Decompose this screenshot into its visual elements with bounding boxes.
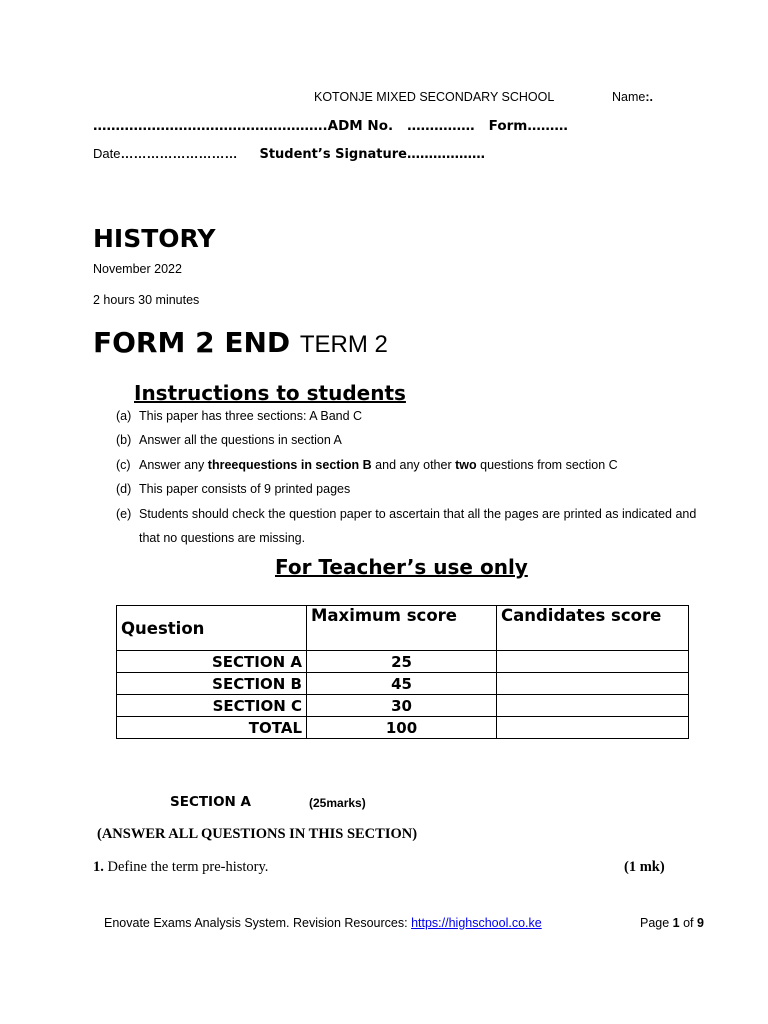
instruction-item — [116, 502, 704, 550]
signature-label-text: Student’s Signature — [259, 147, 407, 162]
section-a-instruction: (ANSWER ALL QUESTIONS IN THIS SECTION) — [97, 826, 418, 842]
column-header-max: Maximum score — [307, 606, 497, 651]
date-dots: ……………………… — [120, 146, 238, 161]
date-label: Date — [93, 146, 121, 161]
student-details-line — [93, 118, 568, 134]
footer-label: Enovate Exams Analysis System. Revision Resources: — [104, 916, 412, 930]
score-table — [116, 605, 689, 739]
term-label: TERM 2 — [299, 331, 388, 358]
page-current: 1 — [672, 916, 680, 930]
form-title-text: FORM 2 END — [93, 326, 291, 359]
teacher-use-heading: For Teacher’s use only — [275, 555, 528, 579]
instruction-text: This paper consists of 9 printed pages — [139, 482, 351, 496]
form-title — [93, 326, 388, 359]
score-table-header — [117, 606, 689, 651]
column-header-question: Question — [117, 606, 307, 651]
row-question: SECTION B — [117, 673, 307, 695]
form-label: Form — [488, 118, 528, 134]
instruction-emphasis: two — [455, 458, 477, 472]
instruction-label: (d) — [116, 482, 132, 496]
form-dots: ……… — [527, 118, 568, 134]
question-1-marks: (1 mk) — [624, 859, 665, 875]
table-row — [117, 717, 689, 739]
instruction-label: (c) — [116, 458, 131, 472]
exam-month: November 2022 — [93, 262, 182, 276]
instruction-text-part: Answer any — [139, 458, 208, 472]
instruction-text-part: and any other — [371, 458, 456, 472]
table-row — [117, 673, 689, 695]
name-dots: ……………………………………………. — [93, 118, 328, 134]
signature-dots: ……………… — [406, 147, 485, 162]
instruction-text: This paper has three sections: A Band C — [139, 409, 363, 423]
section-a-marks: (25marks) — [309, 796, 366, 810]
instructions-heading: Instructions to students — [134, 381, 406, 405]
name-label — [612, 90, 653, 104]
row-candidate-score[interactable] — [497, 651, 689, 673]
instruction-text-part: questions from section C — [476, 458, 618, 472]
table-row — [117, 651, 689, 673]
row-question: TOTAL — [117, 717, 307, 739]
instruction-label: (a) — [116, 409, 132, 423]
column-header-candidate: Candidates score — [497, 606, 689, 651]
instruction-text: Answer all the questions in section A — [139, 433, 342, 447]
row-max-score: 45 — [307, 673, 497, 695]
instruction-item — [116, 404, 704, 428]
row-max-score: 25 — [307, 651, 497, 673]
question-1 — [93, 859, 268, 876]
row-question: SECTION C — [117, 695, 307, 717]
footer-text — [104, 916, 542, 930]
row-candidate-score[interactable] — [497, 673, 689, 695]
row-candidate-score[interactable] — [497, 717, 689, 739]
instruction-text — [139, 453, 704, 477]
instruction-label: (e) — [116, 507, 132, 521]
page-of: of — [679, 916, 697, 930]
instruction-item — [116, 453, 704, 477]
adm-dots: …………… — [407, 118, 475, 134]
row-max-score: 100 — [307, 717, 497, 739]
signature-label — [259, 147, 484, 162]
school-name: KOTONJE MIXED SECONDARY SCHOOL — [314, 90, 555, 104]
name-label-text: Name — [612, 90, 646, 104]
date-signature-line — [93, 146, 485, 162]
row-max-score: 30 — [307, 695, 497, 717]
row-candidate-score[interactable] — [497, 695, 689, 717]
section-a-title: SECTION A — [170, 794, 252, 810]
page-total: 9 — [697, 916, 704, 930]
revision-resources-link[interactable]: https://highschool.co.ke — [411, 916, 542, 930]
question-text: Define the term pre-history. — [103, 859, 269, 875]
row-question: SECTION A — [117, 651, 307, 673]
exam-duration: 2 hours 30 minutes — [93, 293, 200, 307]
name-suffix: :. — [645, 90, 653, 104]
instruction-label: (b) — [116, 433, 132, 447]
instruction-emphasis: threequestions in section B — [207, 458, 372, 472]
adm-label: ADM No. — [327, 118, 394, 134]
instruction-text: Students should check the question paper to ascertain that all the pages are printed as indicated and that no questions are missing. — [139, 507, 697, 545]
page-label: Page — [640, 916, 673, 930]
instruction-item — [116, 477, 704, 501]
instruction-item — [116, 428, 704, 452]
page-number — [640, 916, 704, 930]
question-number: 1. — [93, 859, 104, 875]
subject-title: HISTORY — [93, 224, 216, 253]
table-row — [117, 695, 689, 717]
